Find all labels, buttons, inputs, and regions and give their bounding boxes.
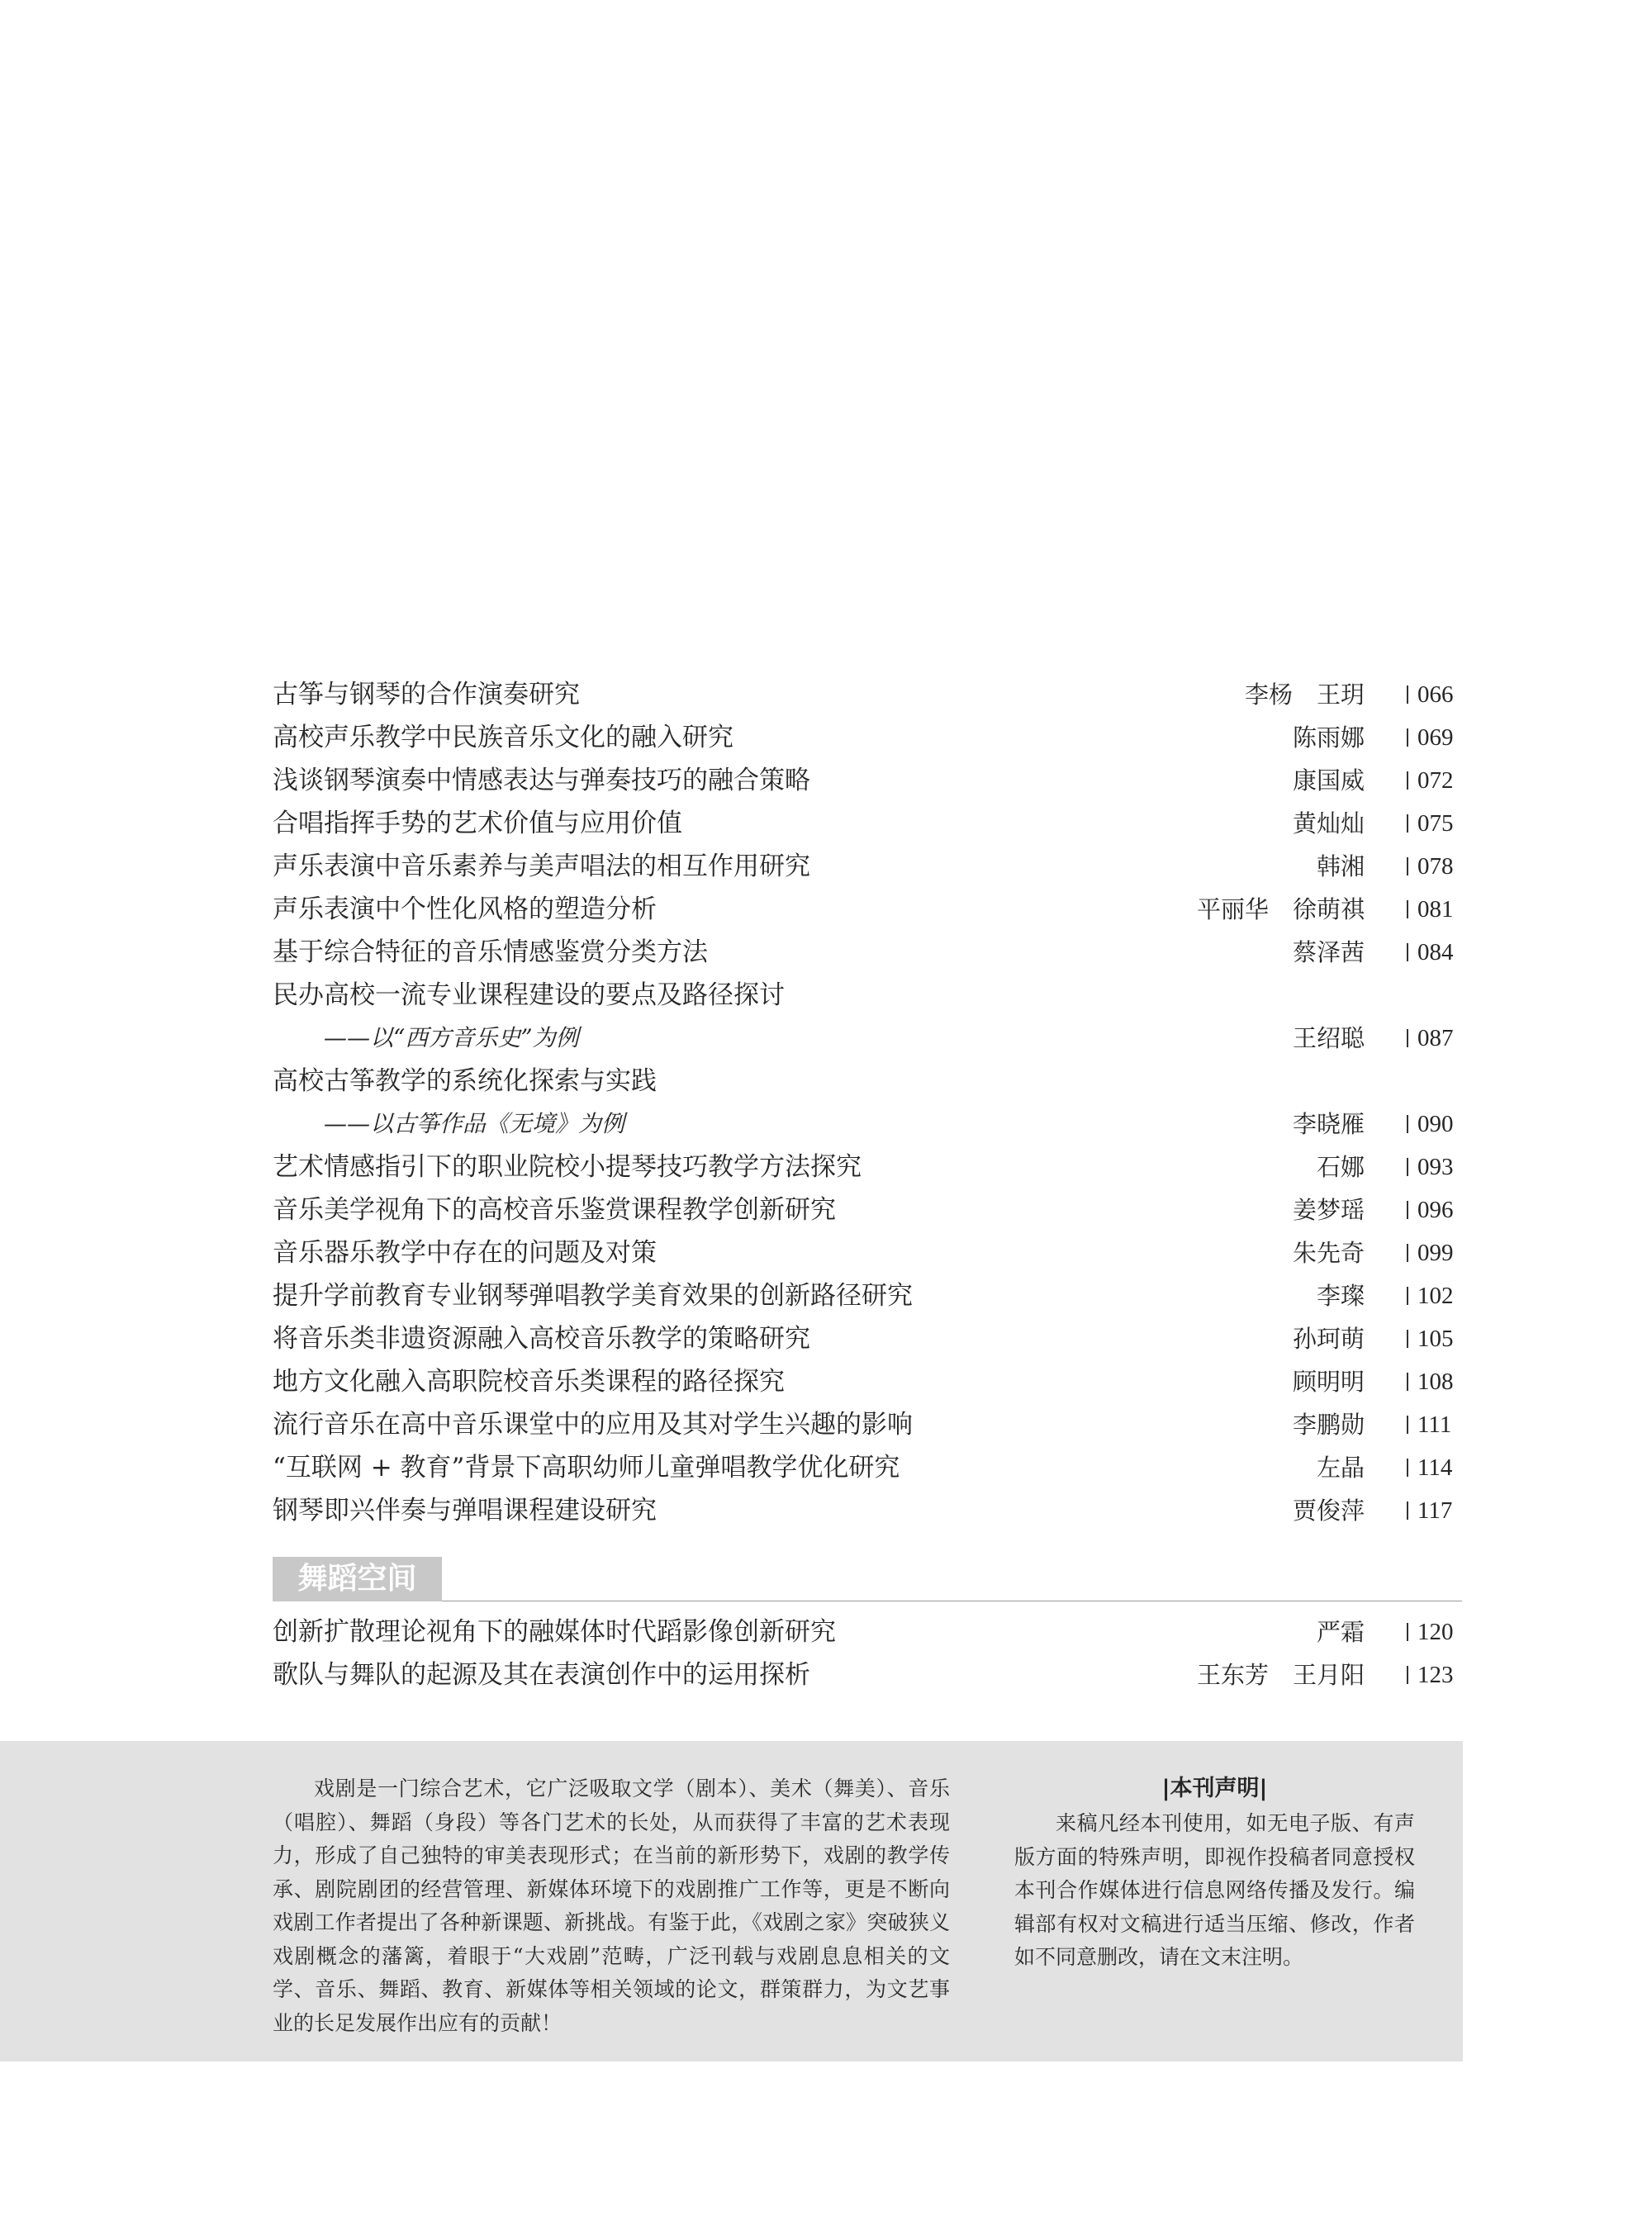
article-author: 孙珂萌 [1292, 1325, 1365, 1353]
article-title: 合唱指挥手势的艺术价值与应用价值 [273, 809, 682, 838]
page-separator [1407, 1029, 1408, 1047]
article-title: 歌队与舞队的起源及其在表演创作中的运用探析 [273, 1660, 810, 1690]
article-author: 蔡泽茜 [1292, 938, 1365, 966]
page-number: 117 [1417, 1497, 1453, 1524]
page-number: 069 [1417, 724, 1454, 751]
article-author: 李鹏勋 [1292, 1411, 1365, 1439]
page-number: 096 [1417, 1197, 1454, 1223]
toc-entry[interactable] [273, 845, 1462, 888]
table-of-contents [273, 673, 1462, 1532]
article-author: 陈雨娜 [1292, 723, 1365, 752]
page-number: 099 [1417, 1240, 1454, 1266]
toc-entry[interactable] [273, 1403, 1462, 1446]
toc-entry[interactable] [273, 1146, 1462, 1188]
page-separator [1407, 1459, 1408, 1477]
journal-introduction: 戏剧是一门综合艺术，它广泛吸取文学（剧本）、美术（舞美）、音乐（唱腔）、舞蹈（身段）等各门艺术的长处，从而获得了丰富的艺术表现力，形成了自己独特的审美表现形式；在当前的新形势下，戏剧的教学传承、剧院剧团的经营管理、新媒体环境下的戏剧推广工作等，更是不断向戏剧工作者提出了各种新课题、新挑战。有鉴于此，《戏剧之家》突破狭义戏剧概念的藩篱，着眼于“大戏剧”范畴，广泛刊载与戏剧息息相关的文学、音乐、舞蹈、教育、新媒体等相关领域的论文，群策群力，为文艺事业的长足发展作出应有的贡献！ [273, 1777, 950, 2035]
article-title: 声乐表演中音乐素养与美声唱法的相互作用研究 [273, 852, 810, 881]
page-separator [1407, 814, 1408, 833]
page-number: 093 [1417, 1154, 1454, 1180]
notice-title: |本刊声明| [1161, 1776, 1268, 1801]
article-author: 李璨 [1316, 1282, 1365, 1310]
page-number: 090 [1417, 1111, 1454, 1137]
page-separator [1407, 1416, 1408, 1434]
article-author: 韩湘 [1316, 852, 1365, 880]
page-separator [1407, 857, 1408, 875]
article-subtitle: ——以古筝作品《无境》为例 [324, 1110, 625, 1137]
article-title: 提升学前教育专业钢琴弹唱教学美育效果的创新路径研究 [273, 1281, 913, 1311]
article-title: 民办高校一流专业课程建设的要点及路径探讨 [273, 980, 785, 1010]
page-number: 081 [1417, 896, 1454, 923]
dance-section-list [273, 1611, 1462, 1696]
toc-entry[interactable] [273, 673, 1462, 716]
page-number: 066 [1417, 681, 1454, 708]
toc-entry[interactable] [273, 1489, 1462, 1532]
section-label: 舞蹈空间 [273, 1557, 442, 1601]
page-number: 108 [1417, 1369, 1454, 1395]
article-author: 王绍聪 [1292, 1024, 1365, 1052]
article-title: 流行音乐在高中音乐课堂中的应用及其对学生兴趣的影响 [273, 1410, 913, 1440]
article-title: 音乐器乐教学中存在的问题及对策 [273, 1238, 657, 1268]
article-title: “互联网 + 教育”背景下高职幼师儿童弹唱教学优化研究 [273, 1453, 900, 1483]
page-separator [1407, 1115, 1408, 1133]
article-author: 王东芳 王月阳 [1196, 1661, 1365, 1689]
footer-panel [0, 1741, 1463, 2061]
article-title: 音乐美学视角下的高校音乐鉴赏课程教学创新研究 [273, 1195, 836, 1225]
page-separator [1407, 728, 1408, 747]
article-title: 将音乐类非遗资源融入高校音乐教学的策略研究 [273, 1324, 810, 1354]
article-author: 李晓雁 [1292, 1110, 1365, 1138]
page-separator [1407, 1158, 1408, 1176]
article-author: 石娜 [1316, 1153, 1365, 1181]
article-subtitle: ——以“西方音乐史”为例 [324, 1024, 579, 1051]
article-title: 高校声乐教学中民族音乐文化的融入研究 [273, 723, 733, 752]
toc-entry[interactable] [273, 759, 1462, 802]
page-number: 075 [1417, 810, 1454, 837]
article-title: 声乐表演中个性化风格的塑造分析 [273, 894, 657, 924]
toc-entry[interactable] [273, 1231, 1462, 1274]
page-separator [1407, 771, 1408, 790]
page-number: 078 [1417, 853, 1454, 880]
page-separator [1407, 1373, 1408, 1391]
toc-entry[interactable] [273, 716, 1462, 759]
notice-body: 来稿凡经本刊使用，如无电子版、有声版方面的特殊声明，即视作投稿者同意授权本刊合作媒体进行信息网络传播及发行。编辑部有权对文稿进行适当压缩、修改，作者如不同意删改，请在文末注明。 [1014, 1811, 1415, 1969]
article-author: 严霜 [1316, 1618, 1365, 1646]
article-author: 顾明明 [1292, 1368, 1365, 1396]
toc-entry[interactable] [273, 802, 1462, 845]
article-author: 平丽华 徐萌祺 [1196, 895, 1365, 923]
article-title: 古筝与钢琴的合作演奏研究 [273, 680, 580, 709]
page-separator [1407, 1330, 1408, 1348]
page-number: 087 [1417, 1025, 1454, 1051]
page-separator [1407, 1502, 1408, 1520]
page-separator [1407, 1201, 1408, 1219]
section-header-dance [273, 1557, 1462, 1603]
page-separator [1407, 943, 1408, 961]
page-separator [1407, 1623, 1408, 1641]
page-separator [1407, 686, 1408, 704]
page-number: 105 [1417, 1326, 1454, 1352]
toc-entry[interactable] [273, 1360, 1462, 1403]
page-separator [1407, 1244, 1408, 1262]
page-number: 072 [1417, 767, 1454, 794]
toc-entry[interactable] [273, 1274, 1462, 1317]
page-separator [1407, 1287, 1408, 1305]
page-number: 084 [1417, 939, 1454, 965]
article-author: 左晶 [1316, 1454, 1365, 1482]
toc-entry-title-line[interactable] [273, 1060, 1462, 1103]
toc-entry[interactable] [273, 931, 1462, 974]
article-author: 贾俊萍 [1292, 1497, 1365, 1525]
toc-entry-subtitle-line[interactable] [273, 1017, 1462, 1060]
page-number: 120 [1417, 1619, 1454, 1645]
article-title: 创新扩散理论视角下的融媒体时代蹈影像创新研究 [273, 1617, 836, 1647]
toc-entry-title-line[interactable] [273, 974, 1462, 1017]
toc-entry[interactable] [273, 1446, 1462, 1489]
article-author: 李杨 王玥 [1244, 681, 1365, 709]
article-title: 浅谈钢琴演奏中情感表达与弹奏技巧的融合策略 [273, 766, 810, 795]
page-number: 123 [1417, 1662, 1454, 1688]
toc-entry[interactable] [273, 1317, 1462, 1360]
article-title: 地方文化融入高职院校音乐类课程的路径探究 [273, 1367, 785, 1397]
page-number: 102 [1417, 1283, 1454, 1309]
article-author: 姜梦瑶 [1292, 1196, 1365, 1224]
toc-entry[interactable] [273, 888, 1462, 931]
article-author: 康国威 [1292, 766, 1365, 795]
article-author: 朱先奇 [1292, 1239, 1365, 1267]
article-title: 基于综合特征的音乐情感鉴赏分类方法 [273, 937, 708, 967]
page-number: 111 [1417, 1411, 1452, 1438]
article-author: 黄灿灿 [1292, 809, 1365, 837]
article-title: 艺术情感指引下的职业院校小提琴技巧教学方法探究 [273, 1152, 862, 1182]
article-title: 高校古筝教学的系统化探索与实践 [273, 1066, 657, 1096]
page-separator [1407, 1666, 1408, 1684]
toc-entry[interactable] [273, 1188, 1462, 1231]
article-title: 钢琴即兴伴奏与弹唱课程建设研究 [273, 1496, 657, 1525]
page-separator [1407, 900, 1408, 918]
page-number: 114 [1417, 1454, 1453, 1481]
toc-entry[interactable] [273, 1653, 1462, 1696]
toc-entry-subtitle-line[interactable] [273, 1103, 1462, 1146]
toc-entry[interactable] [273, 1611, 1462, 1653]
